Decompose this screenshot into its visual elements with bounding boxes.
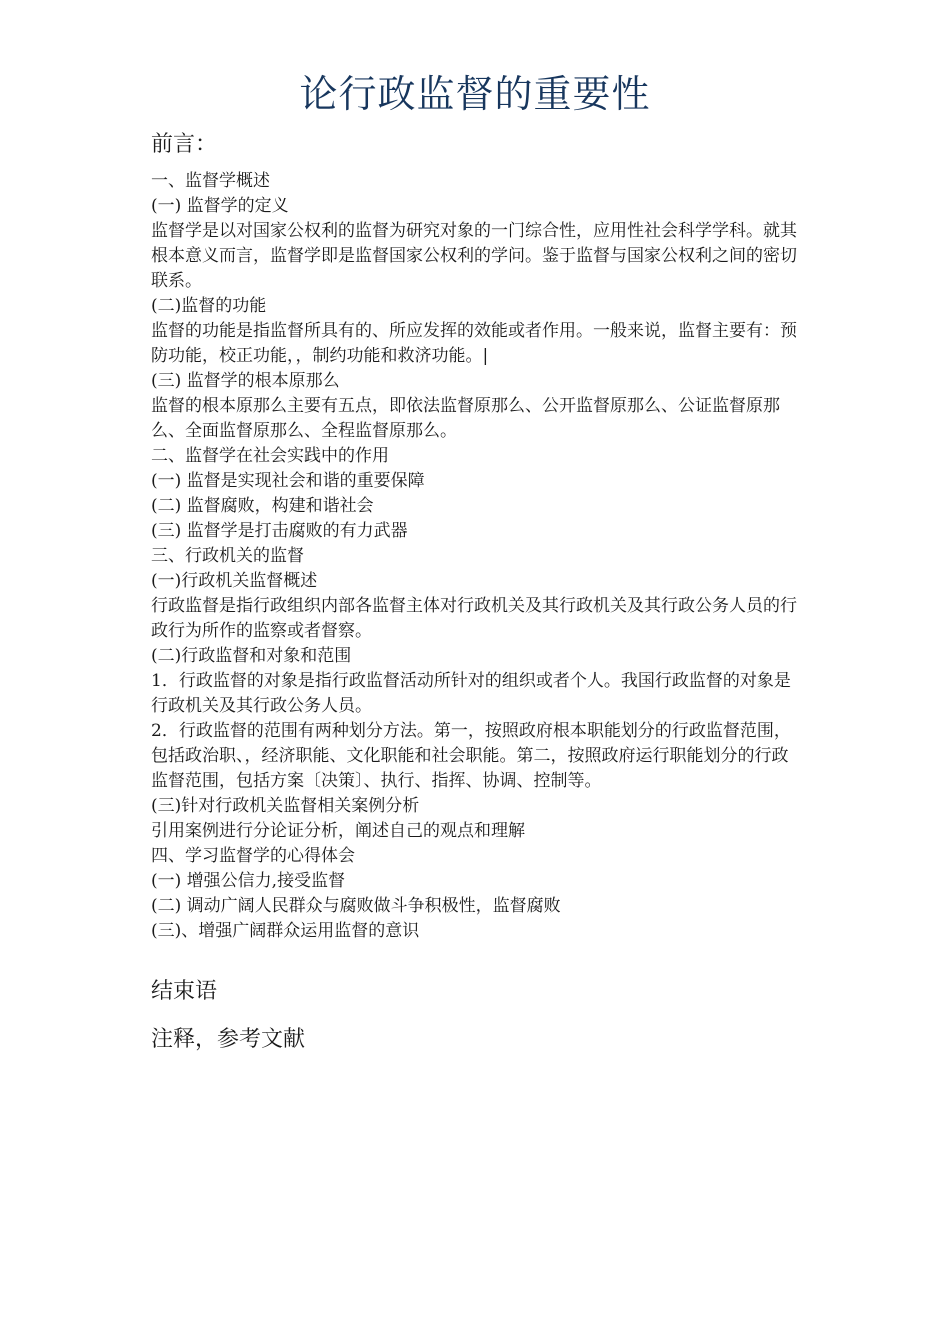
body-paragraph: 监督的功能是指监督所具有的、所应发挥的效能或者作用。一般来说，监督主要有：预防功能，校正功能，，制约功能和救济功能。| xyxy=(151,321,797,366)
document-body xyxy=(151,169,801,944)
body-paragraph: 引用案例进行分论证分析，阐述自己的观点和理解 xyxy=(151,821,525,841)
section-heading-2: 二、监督学在社会实践中的作用 xyxy=(151,446,389,466)
numbered-paragraph: 1．行政监督的对象是指行政监督活动所针对的组织或者个人。我国行政监督的对象是行政机关及其行政公务人员。 xyxy=(151,671,791,716)
subsection-heading: (三)针对行政机关监督相关案例分析 xyxy=(151,796,420,816)
section-heading-1: 一、监督学概述 xyxy=(151,171,270,191)
section-heading-3: 三、行政机关的监督 xyxy=(151,546,304,566)
body-paragraph: 监督学是以对国家公权利的监督为研究对象的一门综合性，应用性社会科学学科。就其根本意义而言，监督学即是监督国家公权利的学问。鉴于监督与国家公权利之间的密切联系。 xyxy=(151,221,797,291)
document-title: 论行政监督的重要性 xyxy=(299,72,651,116)
subsection-heading: (二)监督的功能 xyxy=(151,296,267,316)
body-paragraph: 监督的根本原那么主要有五点，即依法监督原那么、公开监督原那么、公证监督原那么、全面监督原那么、全程监督原那么。 xyxy=(151,396,780,441)
subsection-heading: (一)行政机关监督概述 xyxy=(151,571,318,591)
subsection-heading: (一) 监督是实现社会和谐的重要保障 xyxy=(151,471,425,491)
subsection-heading: (二)行政监督和对象和范围 xyxy=(151,646,352,666)
subsection-heading: (一) 监督学的定义 xyxy=(151,196,289,216)
numbered-paragraph: 2．行政监督的范围有两种划分方法。第一，按照政府根本职能划分的行政监督范围，包括政治职、，经济职能、文化职能和社会职能。第二，按照政府运行职能划分的行政监督范围，包括方案〔决策〕、执行、指挥、协调、控制等。 xyxy=(151,721,791,791)
subsection-heading: (二) 调动广阔人民群众与腐败做斗争积极性，监督腐败 xyxy=(151,896,561,916)
references-heading: 注释，参考文献 xyxy=(151,1027,306,1052)
section-heading-4: 四、学习监督学的心得体会 xyxy=(151,846,355,866)
conclusion-heading: 结束语 xyxy=(151,979,218,1004)
preface-heading: 前言： xyxy=(151,132,218,157)
subsection-heading: (三) 监督学的根本原那么 xyxy=(151,371,340,391)
subsection-heading: (二) 监督腐败，构建和谐社会 xyxy=(151,496,374,516)
subsection-heading: (三) 监督学是打击腐败的有力武器 xyxy=(151,521,408,541)
body-paragraph: 行政监督是指行政组织内部各监督主体对行政机关及其行政机关及其行政公务人员的行政行为所作的监察或者督察。 xyxy=(151,596,797,641)
subsection-heading: (一) 增强公信力,接受监督 xyxy=(151,871,346,891)
subsection-heading: (三)、增强广阔群众运用监督的意识 xyxy=(151,921,420,941)
